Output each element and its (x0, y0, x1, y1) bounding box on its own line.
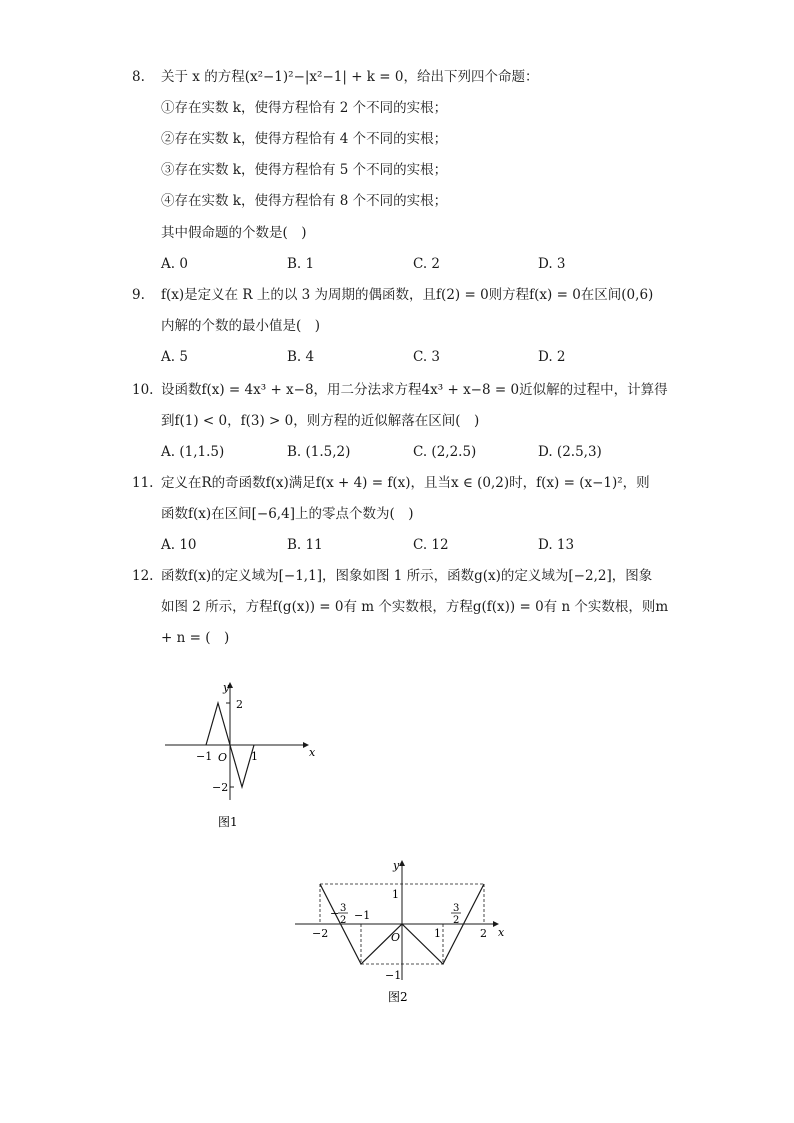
question-number: 11. (132, 475, 154, 491)
x-axis-label: x (309, 746, 316, 759)
question-prompt: 其中假命题的个数是( ) (161, 225, 307, 241)
x-axis-label: x (498, 926, 505, 939)
tick-label-x-left: −1 (196, 750, 213, 763)
tick-label-x-neg2: −2 (312, 927, 329, 940)
statement-1: ①存在实数 k，使得方程恰有 2 个不同的实根； (161, 100, 448, 116)
svg-text:3: 3 (340, 903, 347, 914)
question-stem-cont: + n = ( ) (161, 630, 230, 646)
tick-label-y-bottom: −1 (385, 969, 402, 982)
option-b[interactable]: B. 4 (287, 349, 315, 365)
figure-1 (160, 675, 330, 835)
question-stem: 关于 x 的方程(x²−1)²−|x²−1| + k = 0，给出下列四个命题： (161, 69, 539, 85)
option-a[interactable]: A. 10 (161, 537, 197, 553)
svg-text:−: − (330, 907, 340, 920)
option-d[interactable]: D. 2 (538, 349, 566, 365)
option-c[interactable]: C. (2,2.5) (413, 444, 477, 460)
statement-4: ④存在实数 k，使得方程恰有 8 个不同的实根； (161, 193, 448, 209)
option-d[interactable]: D. (2.5,3) (538, 444, 602, 460)
svg-text:2: 2 (340, 915, 347, 926)
tick-label-y-bottom: −2 (212, 781, 229, 794)
option-b[interactable]: B. 11 (287, 537, 323, 553)
figure-caption: 图2 (388, 990, 408, 1004)
question-stem: 定义在R的奇函数f(x)满足f(x + 4) = f(x)，且当x ∈ (0,2)时，f(x) = (x−1)²，则 (161, 475, 650, 491)
svg-text:2: 2 (453, 915, 460, 926)
svg-text:3: 3 (453, 903, 460, 914)
statement-2: ②存在实数 k，使得方程恰有 4 个不同的实根； (161, 131, 448, 147)
tick-label-y-top: 2 (236, 698, 243, 711)
question-stem-cont: 内解的个数的最小值是( ) (161, 318, 321, 334)
y-axis-label: y (223, 681, 230, 694)
tick-label-y-top: 1 (392, 888, 399, 901)
tick-label-x-right: 1 (251, 750, 258, 763)
tick-label-x-neg1: −1 (354, 909, 371, 922)
option-a[interactable]: A. 5 (161, 349, 188, 365)
option-c[interactable]: C. 2 (413, 256, 441, 272)
question-number: 8. (132, 69, 145, 85)
option-b[interactable]: B. (1.5,2) (287, 444, 351, 460)
tick-label-neg-three-halves (330, 903, 348, 926)
figure-2 (290, 855, 520, 1010)
option-d[interactable]: D. 13 (538, 537, 575, 553)
option-c[interactable]: C. 3 (413, 349, 441, 365)
y-axis-label: y (393, 859, 400, 872)
tick-label-x-2: 2 (480, 927, 487, 940)
origin-label: O (391, 931, 401, 944)
question-number: 9. (132, 287, 145, 303)
tick-label-x-1: 1 (434, 927, 441, 940)
question-stem-cont: 函数f(x)在区间[−6,4]上的零点个数为( ) (161, 506, 414, 522)
question-stem: 函数f(x)的定义域为[−1,1]，图象如图 1 所示，函数g(x)的定义域为[−2,2]，图象 (161, 568, 653, 584)
question-stem-cont: 到f(1) < 0，f(3) > 0，则方程的近似解落在区间( ) (161, 413, 480, 429)
option-a[interactable]: A. 0 (161, 256, 188, 272)
question-stem: f(x)是定义在 R 上的以 3 为周期的偶函数，且f(2) = 0则方程f(x) = 0在区间(0,6) (161, 287, 654, 303)
statement-3: ③存在实数 k，使得方程恰有 5 个不同的实根； (161, 162, 448, 178)
question-number: 12. (132, 568, 154, 584)
question-number: 10. (132, 382, 154, 398)
origin-label: O (218, 751, 228, 764)
question-stem: 设函数f(x) = 4x³ + x−8，用二分法求方程4x³ + x−8 = 0近似解的过程中，计算得 (161, 382, 668, 398)
tick-label-three-halves (451, 903, 461, 926)
option-d[interactable]: D. 3 (538, 256, 566, 272)
figure-caption: 图1 (218, 815, 238, 829)
option-c[interactable]: C. 12 (413, 537, 449, 553)
question-stem-cont: 如图 2 所示，方程f(g(x)) = 0有 m 个实数根，方程g(f(x)) = 0有 n 个实数根，则m (161, 599, 669, 615)
option-a[interactable]: A. (1,1.5) (161, 444, 225, 460)
option-b[interactable]: B. 1 (287, 256, 315, 272)
